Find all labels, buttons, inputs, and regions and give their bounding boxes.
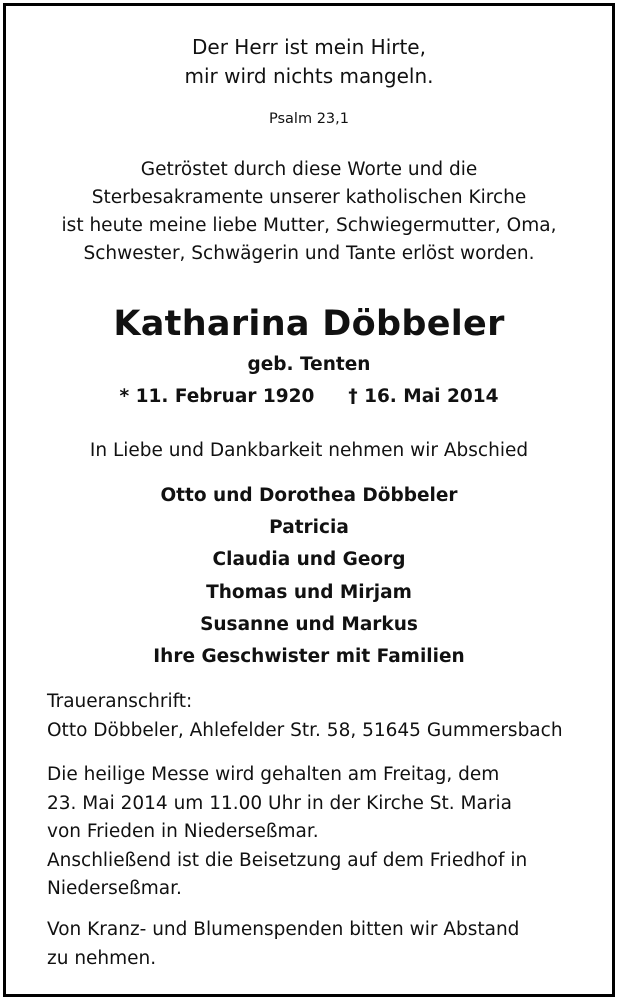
address-label: Traueranschrift:: [47, 691, 193, 712]
mourning-address: [47, 687, 607, 745]
psalm-reference: Psalm 23,1: [269, 111, 349, 127]
flower-donation-note: [47, 915, 607, 973]
address-value: Otto Döbbeler, Ahlefelder Str. 58, 51645 Gummersbach: [47, 720, 563, 741]
mourners-list: [6, 480, 612, 673]
intro-text: [6, 156, 612, 268]
deceased-name: Katharina Döbbeler: [113, 304, 505, 344]
psalm-line: mir wird nichts mangeln.: [184, 64, 434, 88]
mourner-item: Thomas und Mirjam: [206, 581, 412, 603]
mass-details: [47, 761, 607, 904]
mass-line: 23. Mai 2014 um 11.00 Uhr in der Kirche St. Maria: [47, 792, 512, 814]
mass-line: Niederseßmar.: [47, 878, 182, 899]
psalm-quote: [6, 33, 612, 91]
life-dates: [6, 382, 612, 412]
mourner-item: Patricia: [269, 517, 349, 539]
intro-line: Getröstet durch diese Worte und die: [140, 159, 478, 180]
flowers-line: Von Kranz- und Blumenspenden bitten wir Abstand: [47, 919, 520, 940]
farewell-text: In Liebe und Dankbarkeit nehmen wir Abschied: [89, 440, 529, 461]
mass-line: von Frieden in Niederseßmar.: [47, 821, 319, 842]
obituary-frame: [3, 3, 615, 997]
intro-line: Sterbesakramente unserer katholischen Kirche: [91, 187, 527, 208]
birth-date: * 11. Februar 1920: [119, 386, 315, 407]
psalm-line: Der Herr ist mein Hirte,: [192, 35, 426, 59]
mass-line: Anschließend ist die Beisetzung auf dem Friedhof in: [47, 849, 528, 871]
flowers-line: zu nehmen.: [47, 948, 157, 969]
death-date: † 16. Mai 2014: [348, 386, 499, 407]
mourner-item: Otto und Dorothea Döbbeler: [160, 485, 458, 506]
mourner-item: Ihre Geschwister mit Familien: [153, 646, 465, 668]
maiden-name: geb. Tenten: [247, 354, 371, 375]
mourner-item: Claudia und Georg: [212, 549, 406, 571]
intro-line: Schwester, Schwägerin und Tante erlöst worden.: [83, 243, 535, 264]
intro-line: ist heute meine liebe Mutter, Schwiegermutter, Oma,: [61, 215, 557, 236]
mass-line: Die heilige Messe wird gehalten am Freitag, dem: [47, 764, 500, 785]
mourner-item: Susanne und Markus: [200, 613, 418, 635]
obituary-content: [6, 6, 612, 994]
